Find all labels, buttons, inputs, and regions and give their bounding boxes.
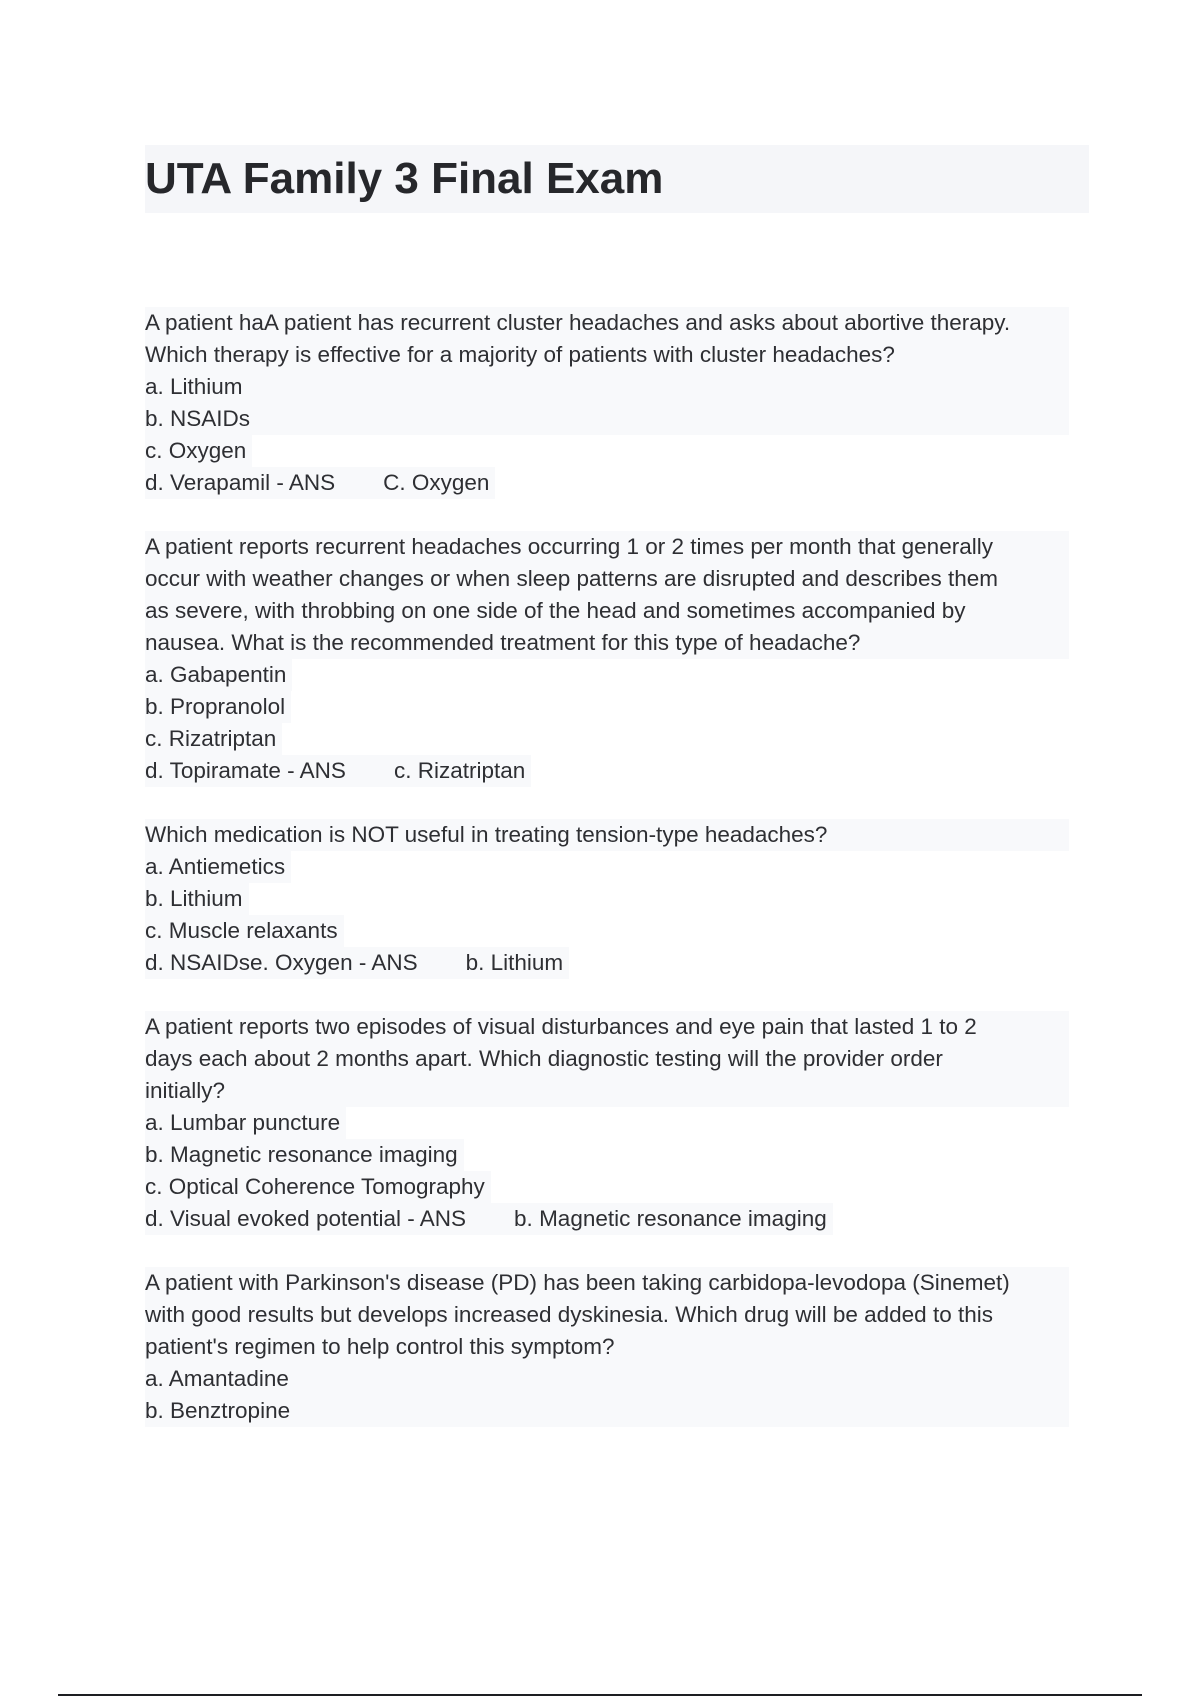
answer-option-row — [145, 691, 1089, 723]
answer-option: b. Magnetic resonance imaging — [145, 1139, 464, 1171]
answer-option-row — [145, 915, 1089, 947]
answer-option: a. Lithium — [145, 371, 1069, 403]
answer-option-row — [145, 851, 1089, 883]
title-band — [145, 145, 1089, 213]
answer-option-row — [145, 883, 1089, 915]
footer-divider — [58, 1694, 1142, 1696]
answer-option: a. Amantadine — [145, 1363, 1069, 1395]
answer-option-row — [145, 659, 1089, 691]
answer-option: c. Rizatriptan — [145, 723, 282, 755]
answer-option: d. Visual evoked potential - ANS — [145, 1206, 467, 1231]
answer-option-with-key — [145, 467, 495, 499]
question-stem-line: Which therapy is effective for a majority of patients with cluster headaches? — [145, 339, 1069, 371]
answer-option-with-key — [145, 947, 569, 979]
answer-option: c. Muscle relaxants — [145, 915, 344, 947]
answer-option-row — [145, 947, 1089, 979]
answer-key: c. Rizatriptan — [393, 758, 526, 783]
answer-option-row — [145, 723, 1089, 755]
question-stem-line: occur with weather changes or when sleep patterns are disrupted and describes them — [145, 563, 1069, 595]
answer-option-row — [145, 467, 1089, 499]
answer-option-row — [145, 1139, 1089, 1171]
answer-option: d. Topiramate - ANS — [145, 758, 346, 783]
answer-option: c. Optical Coherence Tomography — [145, 1171, 491, 1203]
answer-option-row — [145, 1107, 1089, 1139]
answer-option: a. Gabapentin — [145, 659, 292, 691]
answer-option-with-key — [145, 1203, 833, 1235]
answer-option: a. Antiemetics — [145, 851, 291, 883]
answer-option-row — [145, 435, 1089, 467]
page-title: UTA Family 3 Final Exam — [145, 154, 664, 203]
question-stem-line: Which medication is NOT useful in treating tension-type headaches? — [145, 819, 1069, 851]
question-item — [145, 819, 1089, 979]
answer-option-with-key — [145, 755, 531, 787]
question-list — [145, 307, 1089, 1459]
question-stem-line: A patient reports recurrent headaches occurring 1 or 2 times per month that generally — [145, 531, 1069, 563]
answer-option-row — [145, 755, 1089, 787]
answer-option: b. Benztropine — [145, 1395, 1069, 1427]
answer-option: d. NSAIDse. Oxygen - ANS — [145, 950, 418, 975]
question-stem-line: initially? — [145, 1075, 1069, 1107]
question-stem-line: A patient with Parkinson's disease (PD) has been taking carbidopa-levodopa (Sinemet) — [145, 1267, 1069, 1299]
question-stem-line: A patient haA patient has recurrent cluster headaches and asks about abortive therapy. — [145, 307, 1069, 339]
answer-option: c. Oxygen — [145, 435, 252, 467]
answer-key: C. Oxygen — [383, 470, 490, 495]
question-item — [145, 307, 1089, 499]
question-stem-line: A patient reports two episodes of visual disturbances and eye pain that lasted 1 to 2 — [145, 1011, 1069, 1043]
answer-option: a. Lumbar puncture — [145, 1107, 346, 1139]
question-item — [145, 1011, 1089, 1235]
question-stem-line: days each about 2 months apart. Which diagnostic testing will the provider order — [145, 1043, 1069, 1075]
question-item — [145, 531, 1089, 787]
question-stem-line: nausea. What is the recommended treatment for this type of headache? — [145, 627, 1069, 659]
question-stem-line: as severe, with throbbing on one side of the head and sometimes accompanied by — [145, 595, 1069, 627]
answer-option-row — [145, 1171, 1089, 1203]
answer-key: b. Magnetic resonance imaging — [514, 1206, 827, 1231]
answer-option-row — [145, 1203, 1089, 1235]
question-stem-line: with good results but develops increased dyskinesia. Which drug will be added to this — [145, 1299, 1069, 1331]
question-stem-line: patient's regimen to help control this symptom? — [145, 1331, 1069, 1363]
answer-option: b. Propranolol — [145, 691, 291, 723]
answer-option: d. Verapamil - ANS — [145, 470, 336, 495]
answer-option: b. NSAIDs — [145, 403, 1069, 435]
question-item — [145, 1267, 1089, 1427]
answer-key: b. Lithium — [465, 950, 564, 975]
answer-option: b. Lithium — [145, 883, 249, 915]
